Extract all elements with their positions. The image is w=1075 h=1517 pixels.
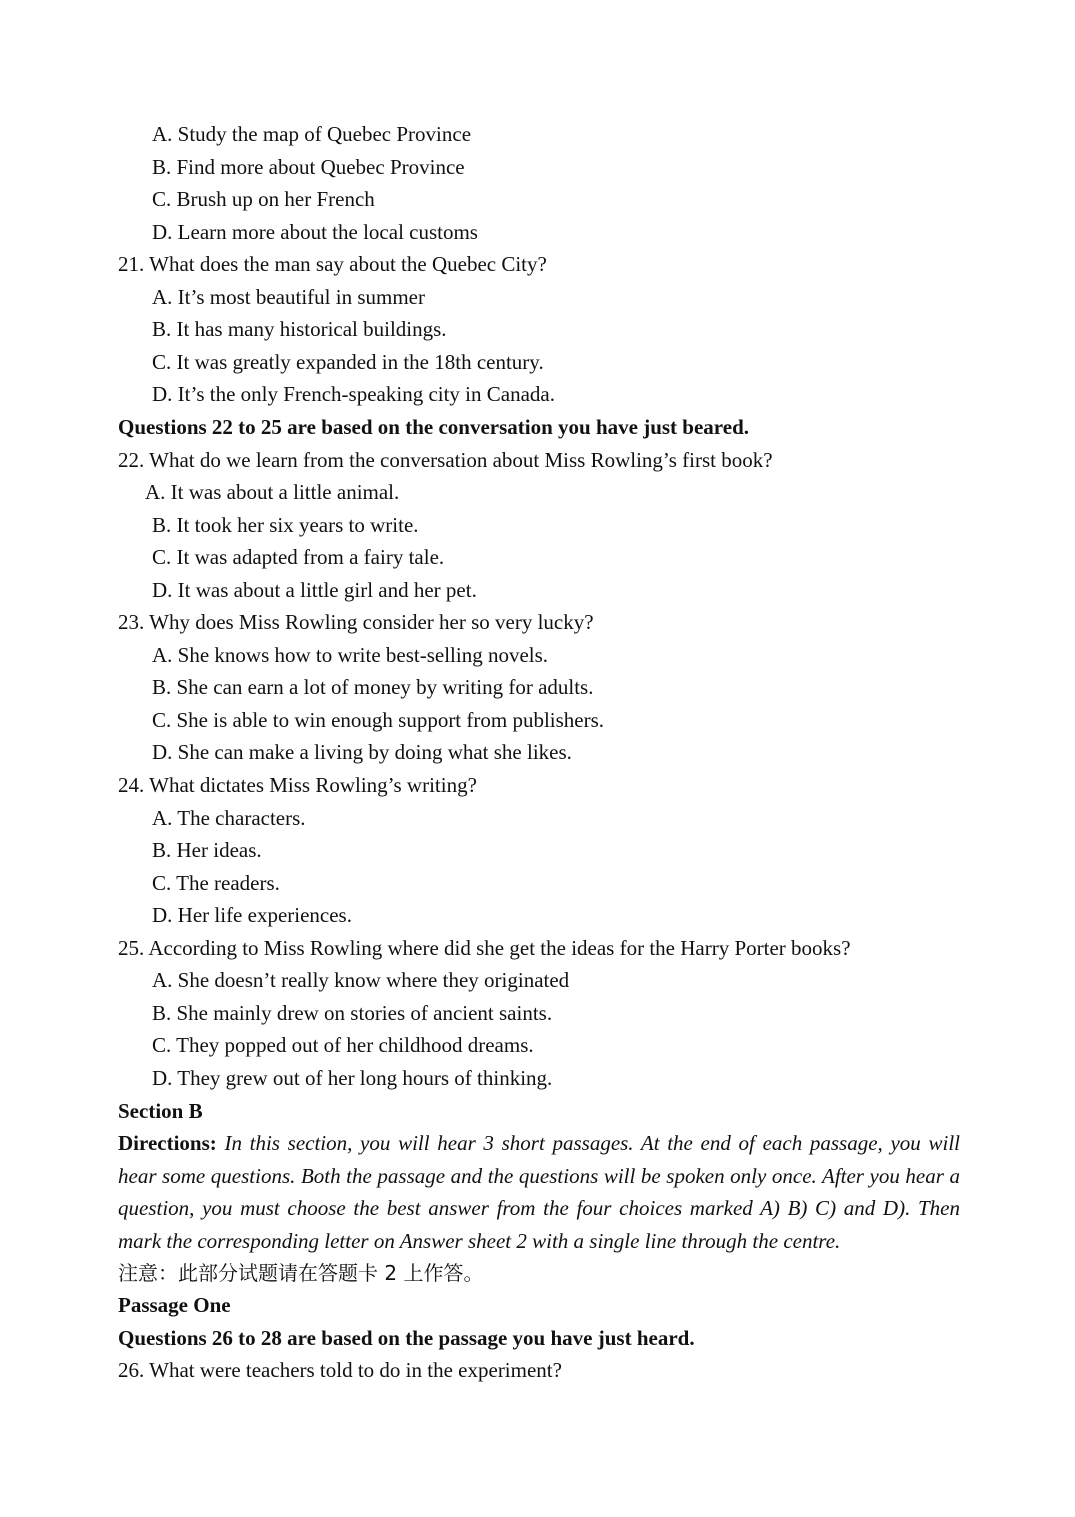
option-line: C. It was adapted from a fairy tale. [152, 545, 445, 570]
option-line: A. Study the map of Quebec Province [152, 122, 472, 146]
option-line: D. It was about a little girl and her pet. [152, 577, 477, 602]
passage-title: Passage One [118, 1293, 231, 1317]
passage-questions-heading: Questions 26 to 28 are based on the passage you have just heard. [118, 1326, 695, 1350]
chinese-note: 注意：此部分试题请在答题卡 2 上作答。 [118, 1261, 484, 1285]
question-26: 26. What were teachers told to do in the experiment? [118, 1358, 562, 1382]
option-line: C. It was greatly expanded in the 18th century. [152, 349, 544, 374]
option-line: B. It took her six years to write. [152, 512, 419, 537]
option-line: A. It’s most beautiful in summer [152, 284, 425, 309]
option-line: B. It has many historical buildings. [152, 317, 447, 342]
option-line: C. Brush up on her French [152, 187, 375, 212]
option-line: A. She knows how to write best-selling novels. [152, 642, 549, 667]
option-line: B. Find more about Quebec Province [152, 154, 465, 179]
option-line: D. Learn more about the local customs [152, 219, 478, 244]
option-line: D. She can make a living by doing what she likes. [152, 740, 572, 765]
question-line: 23. Why does Miss Rowling consider her so very lucky? [118, 610, 594, 635]
option-line: D. They grew out of her long hours of thinking. [152, 1065, 553, 1090]
directions-text: In this section, you will hear 3 short passages. At the end of each passage, you will hear some questions. Both the passage and the questions will be spoken only once. After you hear a question, you must choose the best answer from the four choices marked A) B) C) and D). Then mark the corresponding letter on Answer sheet 2 with a single line through the centre. [118, 1131, 960, 1253]
section-heading: Section B [118, 1098, 203, 1123]
option-line: C. They popped out of her childhood dreams. [152, 1033, 534, 1058]
option-line: C. The readers. [152, 870, 280, 895]
option-line: D. It’s the only French-speaking city in Canada. [152, 382, 555, 407]
question-line: 21. What does the man say about the Quebec City? [118, 252, 547, 277]
option-line: C. She is able to win enough support from publishers. [152, 707, 605, 732]
option-line: D. Her life experiences. [152, 903, 352, 928]
question-line: 22. What do we learn from the conversation about Miss Rowling’s first book? [118, 447, 773, 472]
section-heading: Questions 22 to 25 are based on the conversation you have just beared. [118, 414, 749, 439]
option-line: B. She can earn a lot of money by writing for adults. [152, 675, 594, 700]
option-line: A. The characters. [152, 805, 306, 830]
option-line: A. She doesn’t really know where they originated [152, 968, 570, 993]
option-line: B. Her ideas. [152, 838, 262, 863]
directions-paragraph [118, 1127, 960, 1257]
question-line: 24. What dictates Miss Rowling’s writing? [118, 773, 477, 797]
option-line: B. She mainly drew on stories of ancient saints. [152, 1000, 553, 1025]
option-line: A. It was about a little animal. [145, 480, 400, 505]
question-line: 25. According to Miss Rowling where did she get the ideas for the Harry Porter books? [118, 935, 851, 960]
directions-label: Directions: [118, 1131, 217, 1155]
